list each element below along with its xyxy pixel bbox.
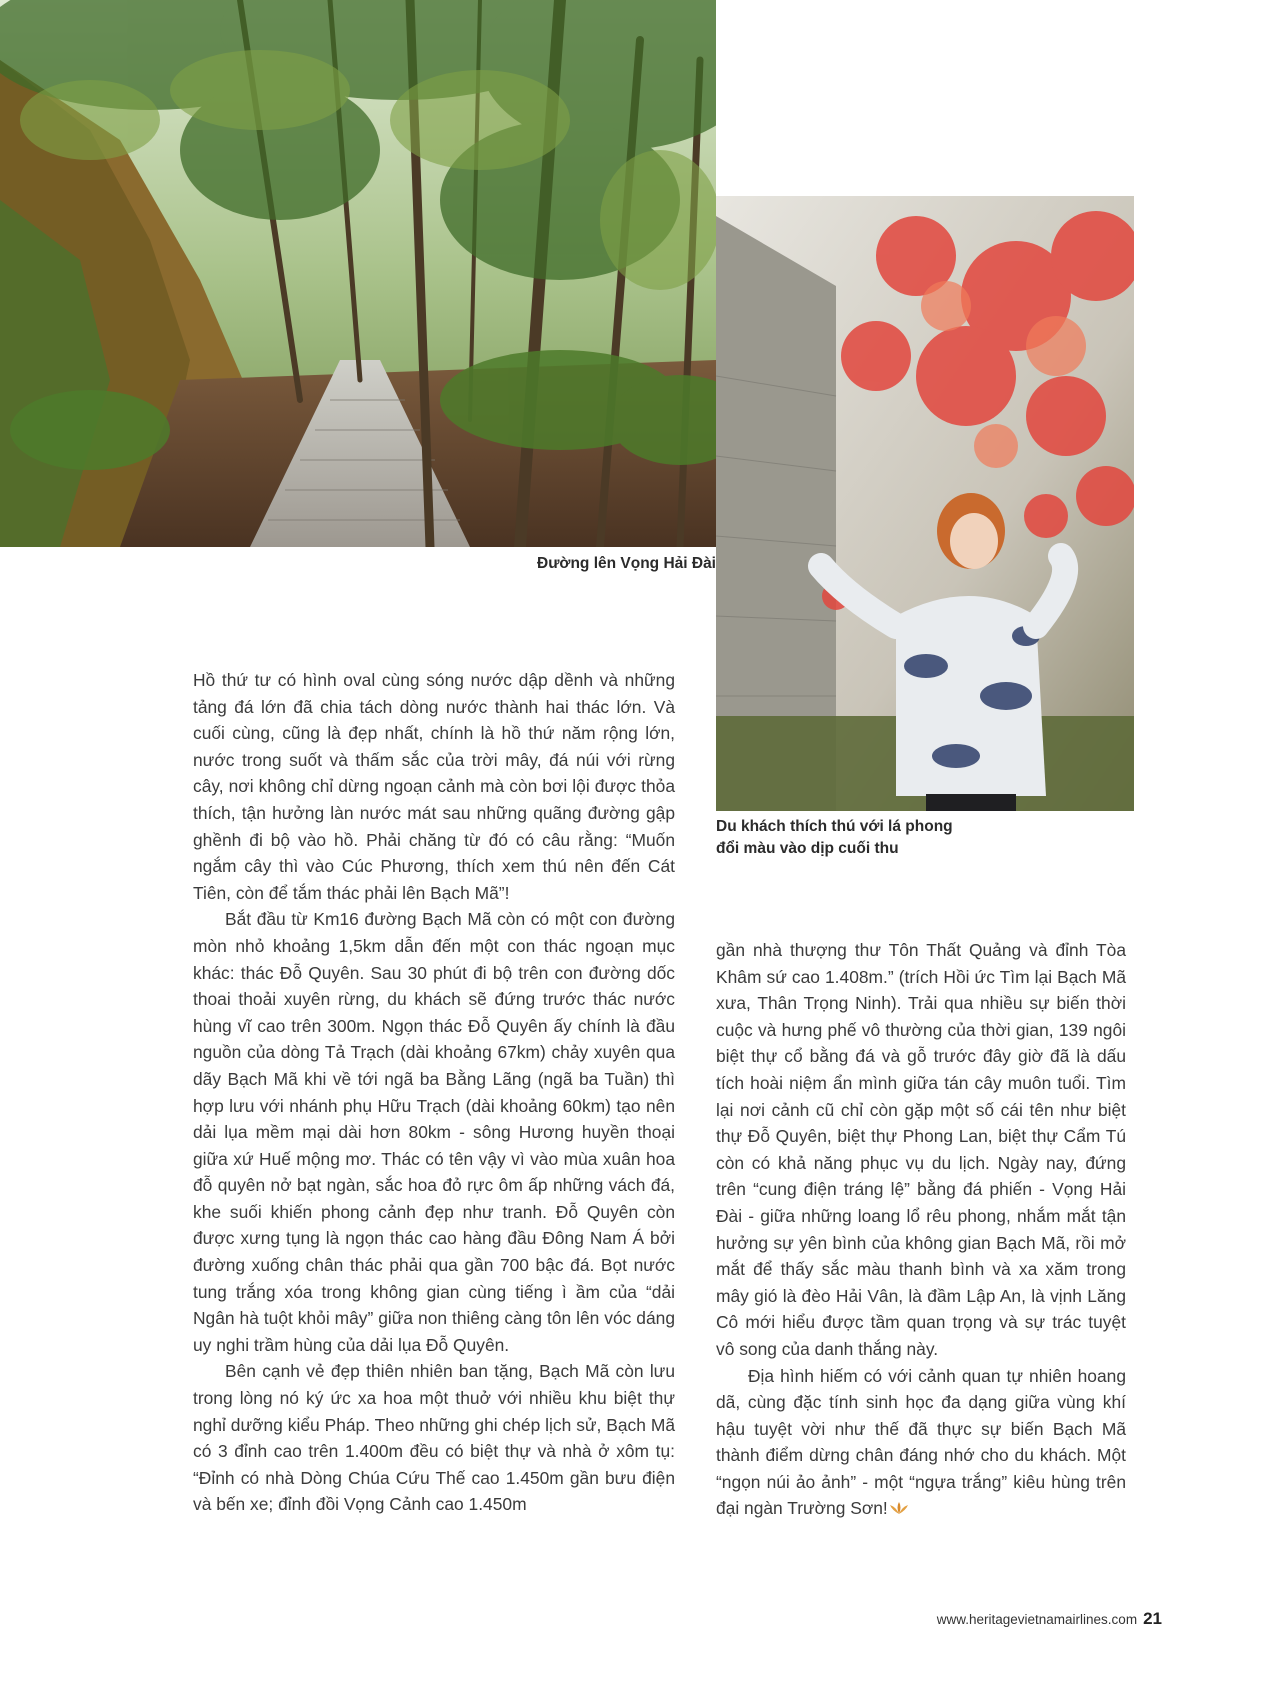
- page-footer: [937, 1609, 1162, 1629]
- forest-path-photo: [0, 0, 716, 547]
- maple-caption-line: Du khách thích thú với lá phong: [716, 818, 953, 835]
- maple-leaves-woman-photo: [716, 196, 1134, 811]
- article-paragraph: Bắt đầu từ Km16 đường Bạch Mã còn có một con đường mòn nhỏ khoảng 1,5km dẫn đến một con thác ngoạn mục khác: thác Đỗ Quyên. Sau 30 phút đi bộ trên con đường dốc thoai thoải xuyên rừng, du khách sẽ đứng trước thác nước hùng vĩ cao trên 300m. Ngọn thác Đỗ Quyên ấy chính là đầu nguồn của dòng Tả Trạch (dài khoảng 67km) chảy xuyên qua dãy Bạch Mã khi về tới ngã ba Bằng Lãng (ngã ba Tuần) thì hợp lưu với nhánh phụ Hữu Trạch (dài khoảng 60km) tạo nên dải lụa mềm mại dài hơn 80km - sông Hương huyền thoại giữa xứ Huế mộng mơ. Thác có tên vậy vì vào mùa xuân hoa đỗ quyên nở bạt ngàn, sắc hoa đỏ rực ôm ấp những vách đá, khe suối khiến phong cảnh đẹp như tranh. Đỗ Quyên còn được xưng tụng là ngọn thác cao hàng đầu Đông Nam Á bởi đường xuống chân thác phải qua gần 700 bậc đá. Bọt nước tung trắng xóa trong không gian cùng tiếng ì ầm của “dải Ngân hà tuột khỏi mây” giữa non thiêng càng tôn lên vóc dáng uy nghi trầm hùng của dải lụa Đỗ Quyên.: [193, 909, 675, 1355]
- maple-photo-caption: [716, 816, 1016, 860]
- article-paragraph-last: [716, 1363, 1126, 1523]
- maple-caption-line: đổi màu vào dịp cuối thu: [716, 840, 899, 857]
- article-paragraph: gần nhà thượng thư Tôn Thất Quảng và đỉnh Tòa Khâm sứ cao 1.408m.” (trích Hồi ức Tìm lại Bạch Mã xưa, Thân Trọng Ninh). Trải qua nhiều sự biến thời cuộc và hưng phế vô thường của thời gian, 139 ngôi biệt thự cổ bằng đá và gỗ trước đây giờ đã là dấu tích hoài niệm ẩn mình giữa tán cây muôn tuổi. Tìm lại nơi cảnh cũ chỉ còn gặp một số cái tên như biệt thự Đỗ Quyên, biệt thự Phong Lan, biệt thự Cẩm Tú còn có khả năng phục vụ du lịch. Ngày nay, đứng trên “cung điện tráng lệ” bằng đá phiến - Vọng Hải Đài - giữa những loang lổ rêu phong, nhắm mắt tận hưởng sự yên bình của không gian Bạch Mã, rồi mở mắt để thấy sắc màu thanh bình và xa xăm trong mây gió là đèo Hải Vân, là đầm Lập An, là vịnh Lăng Cô mới hiểu được tầm quan trọng và sự trác tuyệt vô song của danh thắng này.: [716, 940, 1126, 1359]
- article-right-column: [716, 937, 1126, 1522]
- lotus-end-mark-icon: [888, 1501, 910, 1515]
- article-paragraph-text: Địa hình hiếm có với cảnh quan tự nhiên hoang dã, cùng đặc tính sinh học đa dạng giữa vùng khí hậu tuyệt vời như thế đã thực sự biến Bạch Mã thành điểm dừng chân đáng nhớ cho du khách. Một “ngọn núi ảo ảnh” - một “ngựa trắng” kiêu hùng trên đại ngàn Trường Sơn!: [716, 1365, 1126, 1519]
- page-number: 21: [1143, 1609, 1162, 1628]
- forest-photo-caption: Đường lên Vọng Hải Đài: [537, 555, 716, 572]
- article-paragraph: Bên cạnh vẻ đẹp thiên nhiên ban tặng, Bạch Mã còn lưu trong lòng nó ký ức xa hoa một thuở với nhiều khu biệt thự nghỉ dưỡng kiểu Pháp. Theo những ghi chép lịch sử, Bạch Mã có 3 đỉnh cao trên 1.400m đều có biệt thự và nhà ở xôm tụ: “Đỉnh có nhà Dòng Chúa Cứu Thế cao 1.450m gần bưu điện và bến xe; đỉnh đồi Vọng Cảnh cao 1.450m: [193, 1361, 675, 1515]
- article-left-column: [193, 667, 675, 1518]
- article-paragraph: Hồ thứ tư có hình oval cùng sóng nước dập dềnh và những tảng đá lớn đã chia tách dòng nước thành hai thác lớn. Và cuối cùng, cũng là đẹp nhất, chính là hồ thứ năm rộng lớn, nước trong suốt và thấm sắc của trời mây, đá núi với rừng cây, nơi không chỉ dừng ngoạn cảnh mà còn bơi lội được thỏa thích, tận hưởng làn nước mát sau những quãng đường gập ghềnh đi bộ vào hồ. Phải chăng từ đó có câu rằng: “Muốn ngắm cây thì vào Cúc Phương, thích xem thú nên đến Cát Tiên, còn để tắm thác phải lên Bạch Mã”!: [193, 670, 675, 903]
- website-link[interactable]: www.heritagevietnamairlines.com: [936, 1612, 1138, 1627]
